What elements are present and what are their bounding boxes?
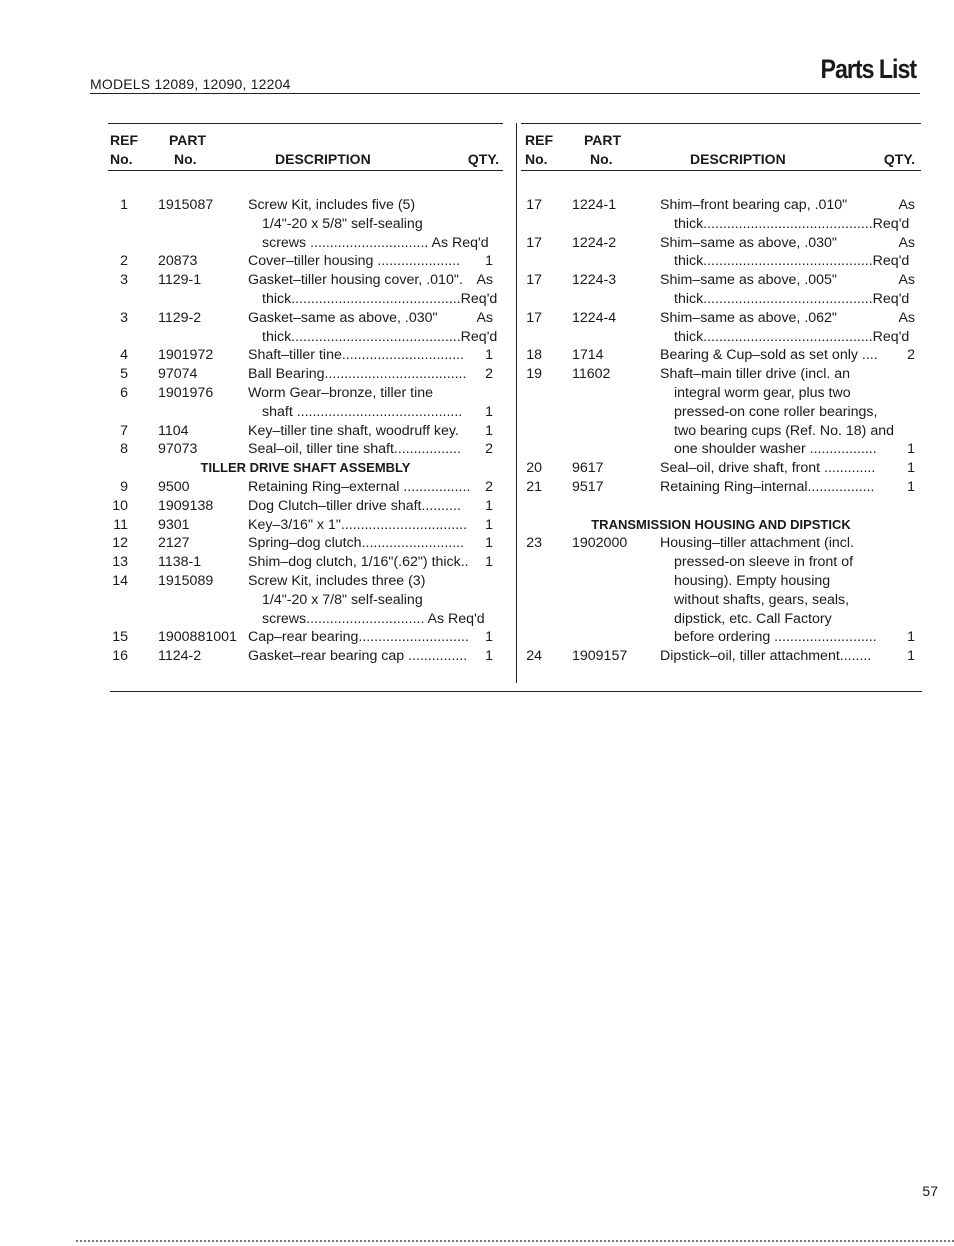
ref-cell: 15	[112, 629, 128, 646]
qty-cell: 1	[907, 629, 915, 646]
table-row	[108, 403, 503, 422]
column-header-right	[521, 124, 921, 170]
ref-cell: 16	[112, 648, 128, 665]
part-number-cell: 1138-1	[158, 554, 202, 571]
description-cell: Shaft–tiller tine...............................	[248, 347, 465, 364]
table-row	[521, 572, 921, 591]
description-cell: Shim–front bearing cap, .010"	[660, 197, 848, 213]
table-row	[521, 234, 921, 253]
table-row	[108, 328, 503, 347]
ref-cell: 18	[526, 347, 542, 364]
table-row	[108, 497, 503, 516]
parts-table-right	[521, 123, 921, 666]
part-number-cell: 1900881001	[158, 629, 237, 646]
table-row	[108, 215, 503, 234]
ref-cell: 21	[526, 478, 542, 495]
qty-cell: As	[898, 272, 915, 289]
ref-cell: 20	[526, 460, 542, 477]
part-number-cell: 1224-4	[572, 309, 617, 326]
description-cell: thick...........................................Req'd	[674, 290, 910, 307]
description-cell: Key–tiller tine shaft, woodruff key.	[248, 422, 459, 439]
blank-row	[521, 497, 921, 516]
description-cell: 1/4"-20 x 7/8" self-sealing	[262, 591, 423, 608]
description-cell: pressed-on cone roller bearings,	[674, 403, 878, 420]
description-cell: thick...........................................Req'd	[262, 290, 498, 307]
ref-header: REF	[110, 132, 138, 148]
qty-cell: 1	[485, 253, 493, 270]
table-row	[108, 516, 503, 535]
qty-cell: 1	[907, 648, 915, 665]
description-cell: without shafts, gears, seals,	[674, 591, 850, 608]
description-cell: Shaft–main tiller drive (incl. an	[660, 366, 851, 383]
table-row	[521, 403, 921, 422]
part-number-cell: 1909138	[158, 497, 214, 514]
table-row	[521, 591, 921, 610]
section-heading: TILLER DRIVE SHAFT ASSEMBLY	[200, 460, 411, 476]
qty-cell: 1	[485, 403, 493, 420]
ref-header: REF	[525, 132, 553, 148]
part-number-cell: 1909157	[572, 648, 628, 665]
column-header-left	[108, 124, 503, 170]
rows-right	[521, 196, 921, 666]
qty-cell: As	[898, 197, 915, 213]
part-number-cell: 9617	[572, 460, 604, 477]
description-cell: before ordering ..........................	[674, 629, 877, 646]
description-cell: Retaining Ring–external .................	[248, 478, 471, 495]
part-number-cell: 1224-3	[572, 272, 617, 289]
description-cell: shaft ..........................................	[262, 403, 463, 420]
table-row	[108, 234, 503, 253]
qty-cell: 1	[907, 441, 915, 458]
part-number-cell: 1104	[158, 422, 189, 439]
description-cell: Cover–tiller housing .....................	[248, 253, 461, 270]
description-cell: Shim–same as above, .062"	[660, 309, 837, 326]
description-cell: thick...........................................Req'd	[262, 328, 498, 345]
header-bottom-rule-right	[521, 170, 921, 171]
table-row	[521, 422, 921, 441]
description-cell: Shim–same as above, .030"	[660, 234, 837, 251]
table-row	[108, 647, 503, 666]
page-number: 57	[922, 1183, 938, 1199]
table-row	[108, 384, 503, 403]
table-row	[108, 309, 503, 328]
table-row	[108, 422, 503, 441]
qty-cell: As	[476, 272, 493, 289]
table-row	[108, 271, 503, 290]
qty-cell: 1	[485, 422, 493, 439]
description-cell: Screw Kit, includes three (3)	[248, 572, 426, 589]
ref-cell: 17	[526, 234, 542, 251]
table-row	[108, 553, 503, 572]
qty-cell: 2	[485, 366, 493, 383]
qty-cell: As	[898, 234, 915, 251]
description-cell: thick...........................................Req'd	[674, 215, 910, 232]
qty-cell: 1	[485, 554, 493, 571]
part-number-cell: 97074	[158, 366, 198, 383]
description-cell: housing). Empty housing	[674, 572, 831, 589]
part-header: PART	[584, 132, 622, 148]
ref-header-no: No.	[110, 151, 133, 167]
part-number-cell: 9517	[572, 478, 604, 495]
table-row	[521, 384, 921, 403]
ref-cell: 23	[526, 535, 542, 552]
ref-cell: 19	[526, 366, 542, 383]
description-cell: Key–3/16" x 1"................................	[248, 516, 468, 533]
qty-cell: 1	[485, 516, 493, 533]
description-cell: Dog Clutch–tiller drive shaft..........	[248, 497, 461, 514]
qty-cell: 1	[485, 535, 493, 552]
table-row	[108, 534, 503, 553]
description-cell: Gasket–tiller housing cover, .010".	[248, 272, 463, 289]
qty-header: QTY.	[883, 151, 915, 167]
part-number-cell: 1915089	[158, 572, 214, 589]
ref-cell: 17	[526, 272, 542, 289]
table-row	[521, 478, 921, 497]
ref-cell: 3	[120, 309, 128, 326]
header-bottom-rule-left	[108, 170, 503, 171]
part-number-cell: 20873	[158, 253, 198, 270]
description-cell: two bearing cups (Ref. No. 18) and	[674, 422, 895, 439]
part-number-cell: 2127	[158, 535, 190, 552]
description-cell: Bearing & Cup–sold as set only ....	[660, 347, 878, 364]
table-row	[521, 290, 921, 309]
ref-cell: 3	[120, 272, 128, 289]
description-cell: one shoulder washer .................	[674, 441, 877, 458]
scan-edge	[76, 1240, 954, 1242]
description-cell: thick...........................................Req'd	[674, 253, 910, 270]
ref-cell: 14	[112, 572, 128, 589]
table-row	[521, 196, 921, 215]
description-cell: Ball Bearing....................................	[248, 366, 467, 383]
table-row	[108, 628, 503, 647]
part-number-cell: 1129-2	[158, 309, 202, 326]
description-cell: integral worm gear, plus two	[674, 384, 851, 401]
ref-cell: 24	[526, 648, 542, 665]
rows-left	[108, 196, 503, 666]
table-row	[521, 215, 921, 234]
column-divider	[516, 123, 517, 683]
description-cell: Housing–tiller attachment (incl.	[660, 535, 854, 552]
part-number-cell: 1915087	[158, 197, 214, 213]
table-row	[521, 365, 921, 384]
qty-cell: 1	[907, 460, 915, 477]
table-row	[108, 478, 503, 497]
qty-cell: 1	[907, 478, 915, 495]
description-cell: Gasket–same as above, .030"	[248, 309, 438, 326]
table-row	[521, 271, 921, 290]
ref-cell: 10	[112, 497, 128, 514]
table-row	[108, 572, 503, 591]
qty-cell: 2	[485, 478, 493, 495]
description-cell: Shim–same as above, .005"	[660, 272, 837, 289]
table-row	[521, 252, 921, 271]
description-cell: Spring–dog clutch..........................	[248, 535, 465, 552]
table-row	[521, 610, 921, 629]
part-number-cell: 97073	[158, 441, 198, 458]
ref-cell: 1	[120, 197, 128, 213]
part-number-cell: 1714	[572, 347, 604, 364]
ref-cell: 2	[120, 253, 128, 270]
description-cell: Screw Kit, includes five (5)	[248, 197, 416, 213]
part-number-cell: 1901976	[158, 384, 214, 401]
description-cell: Gasket–rear bearing cap ...............	[248, 648, 468, 665]
table-row	[521, 459, 921, 478]
part-header: PART	[169, 132, 207, 148]
table-row	[108, 591, 503, 610]
table-row	[108, 610, 503, 629]
ref-cell: 7	[120, 422, 128, 439]
description-header: DESCRIPTION	[690, 151, 786, 167]
table-row	[521, 440, 921, 459]
part-number-cell: 9500	[158, 478, 190, 495]
table-row	[108, 252, 503, 271]
ref-cell: 17	[526, 309, 542, 326]
table-row	[521, 328, 921, 347]
description-header: DESCRIPTION	[275, 151, 371, 167]
section-heading: TRANSMISSION HOUSING AND DIPSTICK	[591, 516, 851, 532]
part-number-cell: 1129-1	[158, 272, 202, 289]
description-cell: screws .............................. As Req'd	[262, 234, 489, 251]
qty-header: QTY.	[467, 151, 499, 167]
qty-cell: 2	[485, 441, 493, 458]
ref-cell: 6	[120, 384, 128, 401]
part-number-cell: 1902000	[572, 535, 628, 552]
ref-cell: 13	[112, 554, 128, 571]
description-cell: Seal–oil, tiller tine shaft.................	[248, 441, 461, 458]
table-row	[521, 534, 921, 553]
description-cell: Dipstick–oil, tiller attachment........	[660, 648, 872, 665]
description-cell: 1/4"-20 x 5/8" self-sealing	[262, 215, 423, 232]
table-row	[108, 346, 503, 365]
description-cell: thick...........................................Req'd	[674, 328, 910, 345]
qty-cell: 1	[485, 648, 493, 665]
table-row	[521, 553, 921, 572]
models-line: MODELS 12089, 12090, 12204	[90, 76, 291, 92]
table-row	[521, 647, 921, 666]
table-row	[521, 309, 921, 328]
part-number-cell: 1224-2	[572, 234, 617, 251]
ref-cell: 4	[120, 347, 128, 364]
table-row	[108, 196, 503, 215]
table-row	[108, 290, 503, 309]
table-bottom-rule	[110, 691, 922, 692]
qty-cell: 2	[907, 347, 915, 364]
description-cell: pressed-on sleeve in front of	[674, 554, 854, 571]
ref-header-no: No.	[525, 151, 548, 167]
description-cell: Seal–oil, drive shaft, front .............	[660, 460, 876, 477]
description-cell: Cap–rear bearing............................	[248, 629, 469, 646]
ref-cell: 11	[113, 516, 128, 533]
description-cell: Shim–dog clutch, 1/16"(.62") thick..	[248, 554, 469, 571]
description-cell: Retaining Ring–internal.................	[660, 478, 875, 495]
qty-cell: As	[476, 309, 493, 326]
part-number-cell: 1224-1	[572, 197, 617, 213]
part-header-no: No.	[174, 151, 197, 167]
table-row	[521, 628, 921, 647]
qty-cell: As	[898, 309, 915, 326]
description-cell: dipstick, etc. Call Factory	[674, 610, 832, 627]
part-number-cell: 1901972	[158, 347, 214, 364]
qty-cell: 1	[485, 629, 493, 646]
table-row	[108, 440, 503, 459]
parts-table-left	[108, 123, 503, 666]
ref-cell: 17	[526, 197, 542, 213]
part-number-cell: 9301	[158, 516, 190, 533]
description-cell: screws.............................. As Req'd	[262, 610, 485, 627]
part-number-cell: 1124-2	[158, 648, 202, 665]
header-rule	[90, 93, 920, 94]
table-row	[108, 365, 503, 384]
ref-cell: 5	[120, 366, 128, 383]
table-row	[521, 346, 921, 365]
ref-cell: 12	[112, 535, 128, 552]
ref-cell: 9	[120, 478, 128, 495]
part-header-no: No.	[590, 151, 613, 167]
part-number-cell: 11602	[572, 366, 611, 383]
qty-cell: 1	[485, 347, 493, 364]
ref-cell: 8	[120, 441, 128, 458]
description-cell: Worm Gear–bronze, tiller tine	[248, 384, 434, 401]
qty-cell: 1	[485, 497, 493, 514]
page-title: Parts List	[820, 54, 916, 84]
